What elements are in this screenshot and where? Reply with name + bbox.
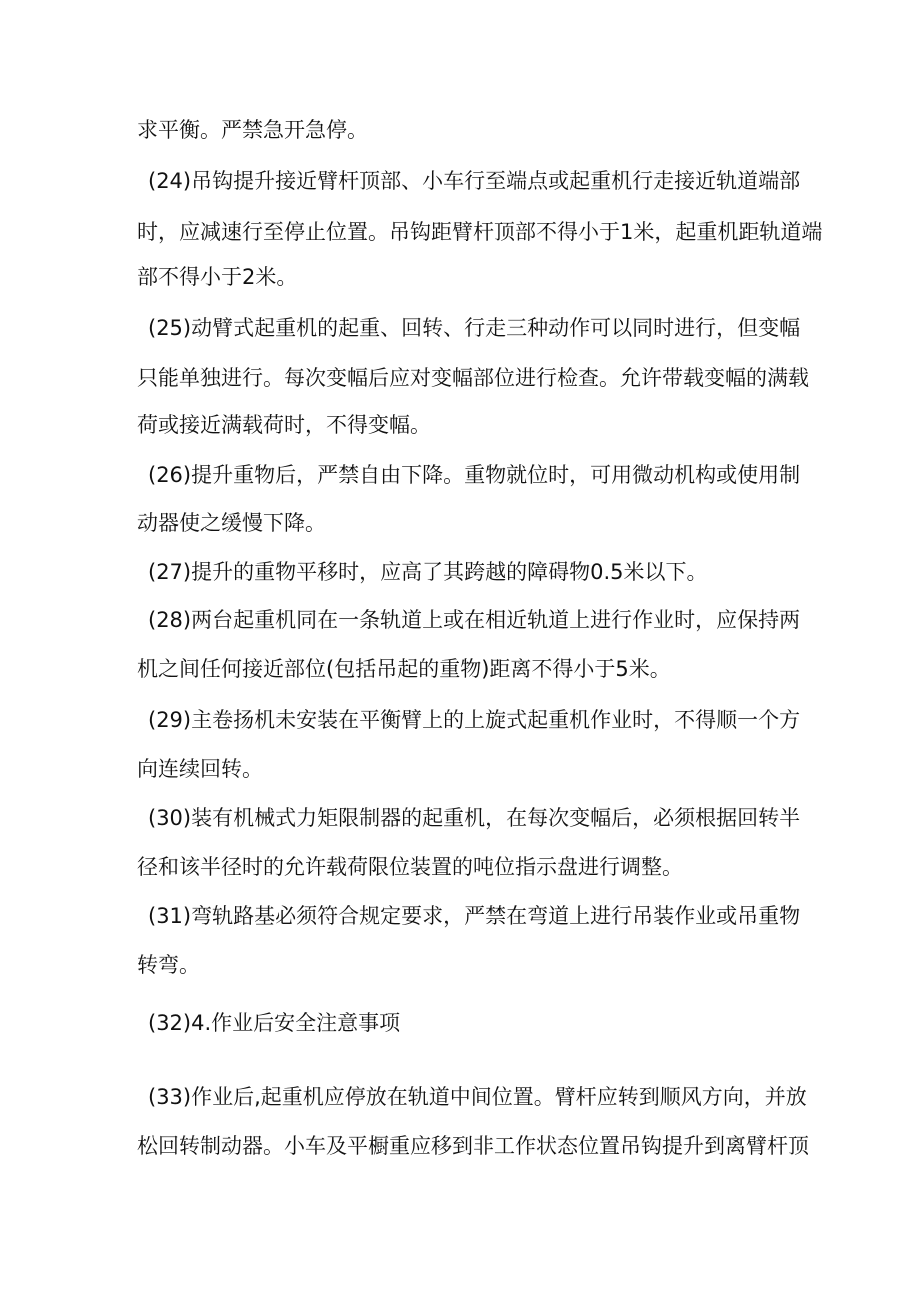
text-line: 机之间任何接近部位(包括吊起的重物)距离不得小于5米。 (137, 657, 671, 681)
text-line: (25)动臂式起重机的起重、回转、行走三种动作可以同时进行，但变幅 (148, 316, 801, 340)
text-line: 部不得小于2米。 (137, 265, 298, 289)
text-line: 时，应减速行至停止位置。吊钩距臂杆顶部不得小于1米，起重机距轨道端 (137, 220, 823, 244)
text-line: 荷或接近满载荷时，不得变幅。 (137, 413, 431, 437)
text-line: (28)两台起重机同在一条轨道上或在相近轨道上进行作业时，应保持两 (148, 608, 801, 632)
text-line: 向连续回转。 (137, 757, 263, 781)
text-line: (31)弯轨路基必须符合规定要求，严禁在弯道上进行吊装作业或吊重物 (148, 904, 801, 928)
text-line: (30)装有机械式力矩限制器的起重机，在每次变幅后，必须根据回转半 (148, 806, 801, 830)
text-line: 动器使之缓慢下降。 (137, 511, 326, 535)
text-line: (29)主卷扬机未安装在平衡臂上的上旋式起重机作业时，不得顺一个方 (148, 708, 801, 732)
text-line: 转弯。 (137, 953, 200, 977)
text-line: (24)吊钩提升接近臂杆顶部、小车行至端点或起重机行走接近轨道端部 (148, 169, 801, 193)
text-line: 求平衡。严禁急开急停。 (137, 118, 368, 142)
text-line: (26)提升重物后，严禁自由下降。重物就位时，可用微动机构或使用制 (148, 463, 801, 487)
text-line: 径和该半径时的允许载荷限位装置的吨位指示盘进行调整。 (137, 855, 683, 879)
text-line: 只能单独进行。每次变幅后应对变幅部位进行检查。允许带载变幅的满载 (137, 366, 809, 390)
text-line: (27)提升的重物平移时，应高了其跨越的障碍物0.5米以下。 (148, 560, 708, 584)
text-line: (33)作业后,起重机应停放在轨道中间位置。臂杆应转到顺风方向，并放 (148, 1085, 807, 1109)
text-line: 松回转制动器。小车及平橱重应移到非工作状态位置吊钩提升到离臂杆顶 (137, 1134, 809, 1158)
text-line: (32)4.作业后安全注意事项 (148, 1011, 401, 1035)
